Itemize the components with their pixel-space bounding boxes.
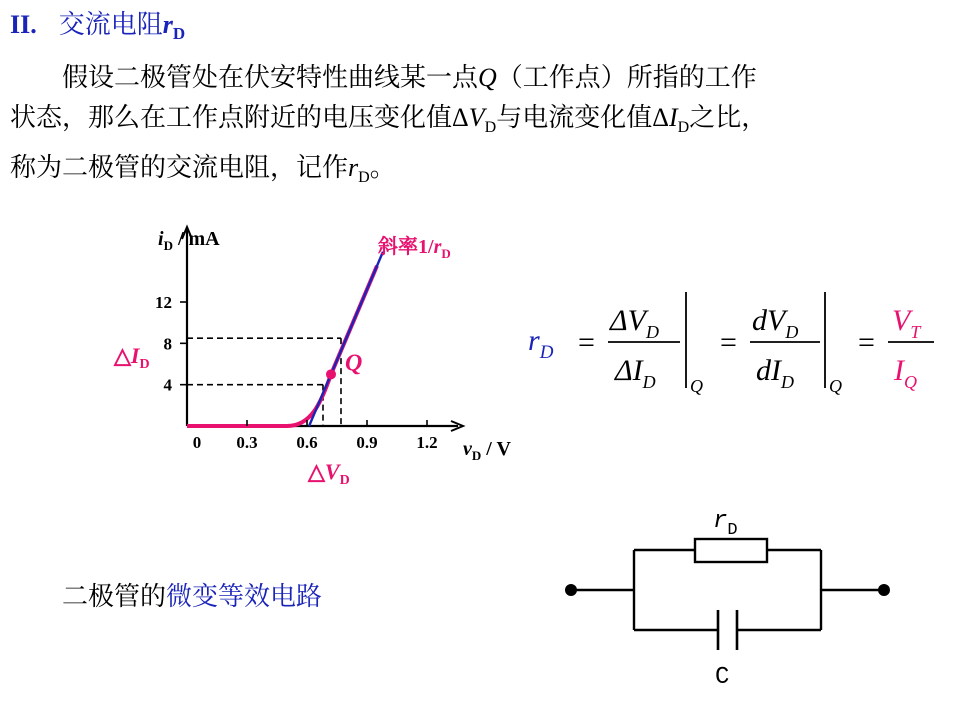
frac3-den-text: I bbox=[894, 354, 904, 387]
x-tick-label: 0.6 bbox=[296, 433, 318, 452]
delta-v-prefix: △ bbox=[308, 459, 325, 484]
frac2-den-sub: D bbox=[781, 372, 794, 392]
y-axis-label bbox=[158, 228, 220, 253]
frac3-den-sub: Q bbox=[904, 372, 917, 392]
equals-sign: = bbox=[578, 326, 595, 359]
lhs-sub: D bbox=[539, 342, 554, 363]
text-run: （工作点）所指的工作 bbox=[496, 63, 757, 93]
text-run: 。 bbox=[369, 153, 396, 184]
frac1-numerator bbox=[609, 304, 659, 342]
frac2-numerator bbox=[752, 304, 798, 342]
y-tick-label: 8 bbox=[163, 334, 172, 354]
resistor-label-var: r bbox=[713, 508, 728, 535]
delta-v-var: V bbox=[324, 459, 340, 484]
frac3-numerator bbox=[892, 304, 922, 342]
paragraph-line-3 bbox=[10, 148, 940, 198]
eval-sub-1: Q bbox=[690, 376, 703, 396]
frac3-num-text: V bbox=[892, 304, 911, 337]
r-subscript: D bbox=[358, 169, 370, 187]
y-tick-label: 12 bbox=[155, 293, 172, 312]
frac1-den-text: ΔI bbox=[615, 354, 643, 387]
frac3-num-sub: T bbox=[910, 322, 921, 342]
resistor-symbol bbox=[695, 539, 767, 562]
delta-symbol: Δ bbox=[452, 103, 469, 132]
frac3-denominator bbox=[893, 354, 917, 392]
x-tick-label: 0.3 bbox=[236, 433, 258, 452]
lhs-var: r bbox=[528, 324, 540, 357]
q-label: Q bbox=[345, 350, 363, 377]
small-signal-equivalent-circuit bbox=[555, 495, 905, 695]
y-tick-labels bbox=[155, 293, 187, 395]
resistor-label-sub: D bbox=[727, 521, 738, 540]
i-subscript: D bbox=[677, 119, 690, 137]
frac1-num-sub: D bbox=[645, 322, 659, 342]
eval-sub-2: Q bbox=[829, 376, 842, 396]
slope-var: r bbox=[433, 236, 442, 258]
delta-i-prefix: △ bbox=[114, 343, 131, 368]
x-axis-var: v bbox=[463, 438, 472, 460]
y-axis-var: i bbox=[158, 228, 164, 250]
section-number: II. bbox=[10, 10, 37, 39]
formula-lhs bbox=[528, 324, 554, 363]
slope-text: 斜率1/ bbox=[378, 236, 434, 258]
equals-sign: = bbox=[720, 326, 737, 359]
text-run: 状态，那么在工作点附近的电压变化值 bbox=[10, 103, 453, 133]
delta-i-sub: D bbox=[139, 357, 150, 372]
delta-v-sub: D bbox=[339, 473, 350, 488]
x-axis-unit: / V bbox=[481, 438, 511, 460]
title-variable-subscript: D bbox=[172, 24, 186, 44]
operating-point-q bbox=[326, 369, 336, 379]
frac1-den-sub: D bbox=[642, 372, 656, 392]
x-axis-label bbox=[463, 438, 511, 463]
slope-label bbox=[378, 234, 451, 261]
frac2-denominator bbox=[756, 354, 794, 392]
definition-paragraph bbox=[10, 58, 940, 198]
x-tick-label: 1.2 bbox=[416, 433, 438, 452]
slope-sub: D bbox=[441, 246, 451, 261]
y-axis-sub: D bbox=[163, 238, 173, 253]
title-text: 交流电阻 bbox=[58, 10, 163, 40]
frac2-num-sub: D bbox=[785, 322, 799, 342]
delta-i-label bbox=[113, 343, 150, 372]
y-tick-label: 4 bbox=[163, 375, 172, 395]
x-axis-sub: D bbox=[471, 448, 482, 463]
frac2-num-text: dV bbox=[752, 304, 786, 337]
caption-highlight: 微变等效电路 bbox=[166, 582, 323, 612]
title-variable: r bbox=[162, 10, 173, 39]
r-symbol: r bbox=[348, 153, 359, 183]
iv-characteristic-curve bbox=[187, 266, 377, 426]
circuit-caption bbox=[62, 576, 322, 613]
v-subscript: D bbox=[484, 119, 497, 137]
frac1-num-text: ΔV bbox=[610, 304, 646, 337]
text-run: 称为二极管的交流电阻，记作 bbox=[10, 153, 349, 184]
x-tick-label: 0 bbox=[192, 433, 202, 452]
text-run: 之比， bbox=[689, 103, 768, 133]
paragraph-line-2 bbox=[10, 98, 940, 148]
diode-iv-graph bbox=[100, 215, 540, 495]
text-run: 假设二极管处在伏安特性曲线某一点 bbox=[62, 63, 479, 93]
paragraph-line-1 bbox=[10, 58, 940, 98]
capacitor-label: C bbox=[715, 664, 730, 691]
frac1-denominator bbox=[614, 354, 656, 392]
delta-i-var: I bbox=[130, 343, 140, 368]
delta-symbol: Δ bbox=[652, 103, 669, 132]
i-symbol: I bbox=[668, 103, 678, 132]
caption-plain: 二极管的 bbox=[62, 582, 167, 612]
slide-title bbox=[10, 4, 185, 44]
text-run: 与电流变化值 bbox=[496, 103, 653, 133]
frac2-den-text: dI bbox=[756, 354, 781, 387]
x-tick-label: 0.9 bbox=[356, 433, 378, 452]
equals-sign: = bbox=[858, 326, 875, 359]
resistor-label bbox=[713, 508, 738, 540]
y-axis-unit: / mA bbox=[172, 228, 220, 250]
v-symbol: V bbox=[468, 103, 485, 132]
delta-v-label bbox=[307, 459, 350, 488]
ac-resistance-formula bbox=[520, 280, 940, 410]
q-symbol: Q bbox=[478, 63, 497, 92]
